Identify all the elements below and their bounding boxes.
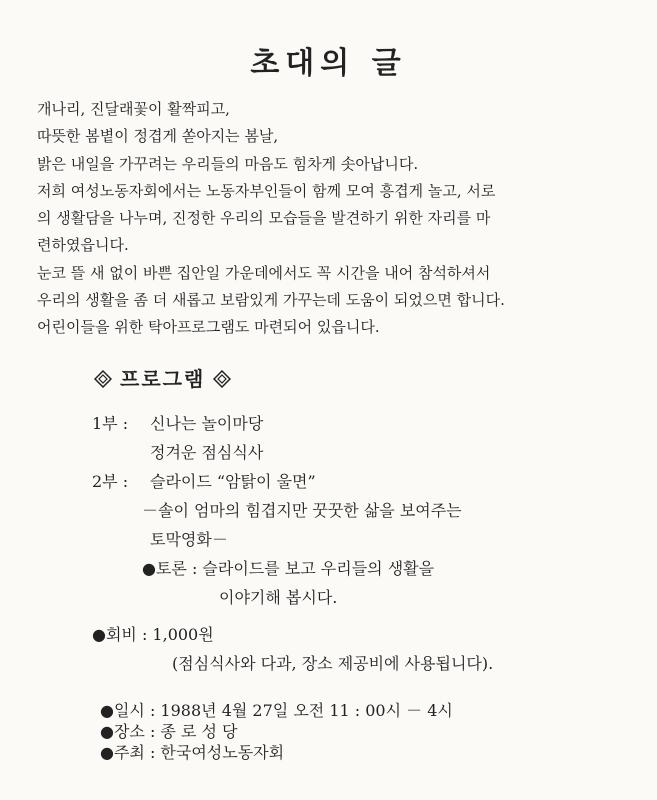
event-info [100,700,453,763]
part-label: 1부 : [92,414,129,433]
intro-line: 따뜻한 봄볕이 정겹게 쏟아지는 봄날, [37,127,279,146]
program-part-1 [92,409,652,438]
intro-line: 우리의 생활을 좀 더 새롭고 보람있게 가꾸는데 도움이 되었으면 합니다. [37,291,505,310]
intro-line: 저희 여성노동자회에서는 노동자부인들이 함께 모여 흥겹게 놀고, 서로 [37,181,496,200]
page-title: 초대의 글 [250,46,407,81]
intro-line: 개나리, 진달래꽃이 활짝피고, [37,100,230,118]
intro-line: 어린이들을 위한 탁아프로그램도 마련되어 있읍니다. [37,318,380,337]
program-item: ●토론 : 슬라이드를 보고 우리들의 생활을 [142,559,435,578]
program-item: 슬라이드 “암탉이 울면” [150,472,316,491]
program-heading-label: 프로그램 [120,367,206,391]
diamond-ornament-icon [94,369,112,387]
program-item: 이야기해 봅시다. [219,588,338,607]
fee-line: ●회비 : 1,000원 [92,625,214,644]
program-list [92,409,652,612]
program-item: 토막영화－ [150,530,228,549]
intro-paragraph [37,96,637,342]
part-label: 2부 : [92,472,129,491]
intro-line: 눈코 뜰 새 없이 바쁜 집안일 가운데에서도 꼭 시간을 내어 참석하셔서 [37,263,491,282]
event-host: ●주최 : 한국여성노동자회 [100,743,285,762]
event-datetime: ●일시 : 1988년 4월 27일 오전 11 : 00시 － 4시 [100,701,453,720]
program-part-2 [92,467,652,496]
program-item: 신나는 놀이마당 [150,414,264,433]
program-item: －솔이 엄마의 힘겹지만 꿋꿋한 삶을 보여주는 [142,501,462,520]
fee-section [92,620,493,678]
intro-line: 련하였읍니다. [37,236,129,255]
program-heading [86,363,239,392]
diamond-ornament-icon [213,369,231,387]
event-place: ●장소 : 종 로 성 당 [100,722,238,741]
fee-note: (점심식사와 다과, 장소 제공비에 사용됩니다). [172,654,494,673]
program-item: 정겨운 점심식사 [150,443,264,462]
intro-line: 밝은 내일을 가꾸려는 우리들의 마음도 힘차게 솟아납니다. [37,154,419,173]
intro-line: 의 생활담을 나누며, 진정한 우리의 모습들을 발견하기 위한 자리를 마 [37,209,491,228]
